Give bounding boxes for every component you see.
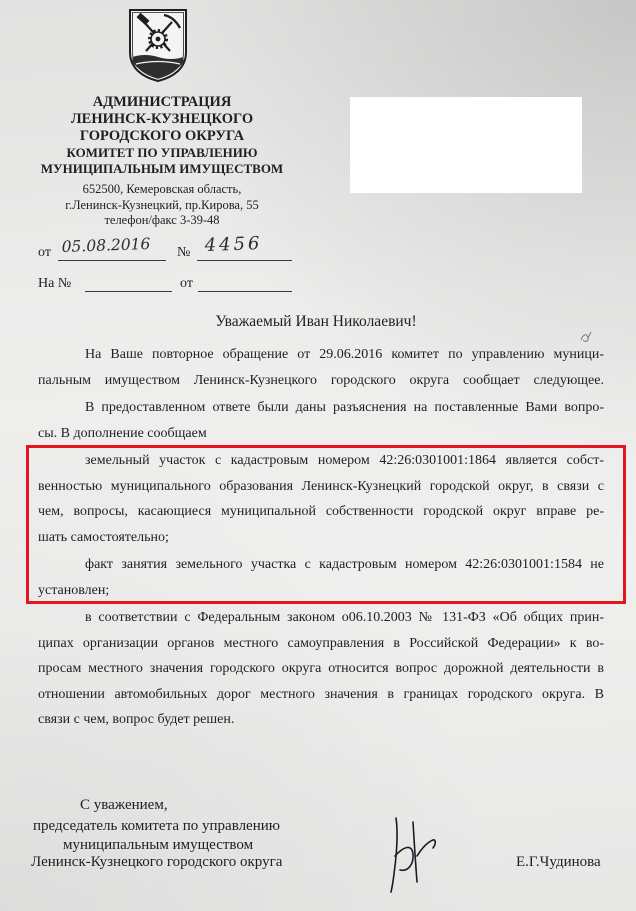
number-label: №: [177, 245, 191, 260]
number-underline: [197, 260, 292, 261]
body-line: венностью муниципального образования Ленинск-Кузнецкий городской округ, в связи с: [38, 478, 604, 494]
reference-number-underline: [85, 291, 172, 292]
body-line: пальным имуществом Ленинск-Кузнецкого городского округа сообщает следующее.: [38, 372, 604, 388]
paragraph-federal-law: [38, 605, 604, 733]
body-line: чем, вопросы, касающиеся муниципальной собственности городской округ вправе ре-: [38, 504, 604, 519]
body-line: шать самостоятельно;: [38, 529, 169, 545]
body-line: просам местного значения городского округа относится вопрос дорожной деятельности в: [38, 661, 604, 676]
address-line: г.Ленинск-Кузнецкий, пр.Кирова, 55: [65, 197, 259, 212]
paragraph-appeal-response: [38, 342, 604, 393]
address-block: [27, 182, 297, 229]
body-line: На Ваше повторное обращение от 29.06.2016 комитет по управлению муници-: [85, 347, 604, 362]
signatory-position-line: председатель комитета по управлению: [33, 818, 280, 834]
body-line: В предоставленном ответе были даны разъяснения на поставленные Вами вопро-: [85, 400, 604, 415]
letterhead: [27, 94, 297, 229]
body-line: отношении автомобильных дорог местного значения в границах городского округа. В: [38, 686, 604, 702]
date-underline: [58, 260, 166, 261]
closing-regards: С уважением,: [80, 797, 168, 813]
coat-of-arms-icon: [127, 7, 189, 83]
paragraph-clarifications: [38, 395, 604, 446]
redaction-box: [350, 97, 582, 193]
body-line: установлен;: [38, 582, 110, 598]
body-line: связи с чем, вопрос будет решен.: [38, 712, 235, 727]
committee-name-line: МУНИЦИПАЛЬНЫМ ИМУЩЕСТВОМ: [40, 161, 284, 176]
date-label: от: [38, 245, 51, 260]
paragraph-land-plot-1584: [38, 552, 604, 603]
org-name-line: ГОРОДСКОГО ОКРУГА: [79, 128, 245, 144]
address-line: 652500, Кемеровская область,: [82, 182, 242, 196]
handwritten-number: 4456: [204, 232, 263, 256]
body-line: ципах организации органов местного самоуправления в Российской Федерации» к во-: [38, 635, 604, 651]
reference-date-label: от: [180, 276, 193, 291]
signatory-name: Е.Г.Чудинова: [516, 854, 601, 870]
handwritten-signature-icon: [386, 812, 438, 894]
paragraph-land-plot-1864: [38, 448, 604, 550]
body-line: сы. В дополнение сообщаем: [38, 425, 207, 441]
body-line: факт занятия земельного участка с кадастровым номером 42:26:0301001:1584 не: [85, 557, 604, 572]
letter-body: [38, 342, 604, 733]
body-line: в соответствии с Федеральным законом о06.10.2003 № 131-ФЗ «Об общих прин-: [85, 610, 604, 625]
salutation: Уважаемый Иван Николаевич!: [215, 313, 417, 330]
phone-line: телефон/факс 3-39-48: [104, 213, 220, 227]
committee-name-line: КОМИТЕТ ПО УПРАВЛЕНИЮ: [66, 145, 258, 160]
signatory-position-line: Ленинск-Кузнецкого городского округа: [31, 854, 283, 870]
signatory-position-line: муниципальным имуществом: [63, 837, 254, 853]
org-name-line: АДМИНИСТРАЦИЯ: [92, 94, 232, 110]
body-line: земельный участок с кадастровым номером 42:26:0301001:1864 является собст-: [85, 453, 604, 468]
reference-date-underline: [198, 291, 292, 292]
handwritten-date: 05.08.2016: [61, 234, 151, 257]
reference-label: На №: [38, 276, 72, 291]
org-name-line: ЛЕНИНСК-КУЗНЕЦКОГО: [70, 111, 254, 127]
